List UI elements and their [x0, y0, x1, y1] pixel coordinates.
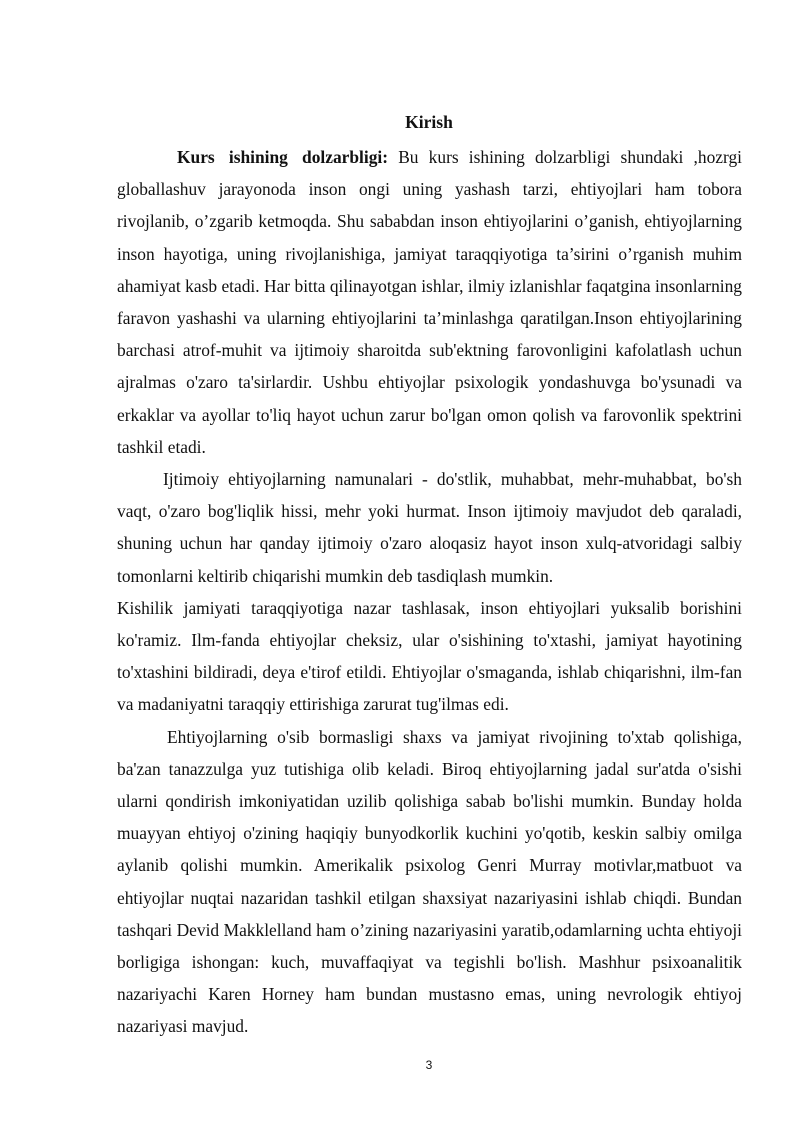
paragraph-lead: Kurs ishining dolzarbligi:	[177, 147, 389, 167]
page-number: 3	[425, 1058, 433, 1072]
paragraph-relevance	[117, 141, 742, 463]
paragraph-social-needs: Ijtimoiy ehtiyojlarning namunalari - do'stlik, muhabbat, mehr-muhabbat, bo'sh vaqt, o'zaro bog'liqlik hissi, mehr yoki hurmat. Inson ijtimoiy mavjudot deb qaraladi, shuning uchun har qanday ijtimoiy o'zaro aloqasiz hayot inson xulq-atvoridagi salbiy tomonlarni keltirib chiqarishi mumkin deb tasdiqlash mumkin.	[117, 469, 742, 586]
paragraph-needs-growth: Ehtiyojlarning o'sib bormasligi shaxs va jamiyat rivojining to'xtab qolishiga, ba'zan tanazzulga yuz tutishiga olib keladi. Biroq ehtiyojlarning jadal sur'atda o'sishi ularni qondirish imkoniyatidan uzilib qolishiga sabab bo'lishi mumkin. Bunday holda muayyan ehtiyoj o'zining haqiqiy bunyodkorlik kuchini yo'qotib, keskin salbiy omilga aylanib qolishi mumkin. Amerikalik psixolog Genri Murray motivlar,matbuot va ehtiyojlar nuqtai nazaridan tashkil etilgan shaxsiyat nazariyasini ishlab chiqdi. Bundan tashqari Devid Makklelland ham o’zining nazariyasini yaratib,odamlarning uchta ehtiyoji borligiga ishongan: kuch, muvaffaqiyat va tegishli bo'lish. Mashhur psixoanalitik nazariyachi Karen Horney ham bundan mustasno emas, uning nevrologik ehtiyoj nazariyasi mavjud.	[117, 726, 742, 1037]
body-text	[117, 141, 742, 1043]
paragraph-text: Bu kurs ishining dolzarbligi shundaki ,hozrgi globallashuv jarayonoda inson ongi uning yashash tarzi, ehtiyojlari ham tobora rivojlanib, o’zgarib ketmoqda. Shu sababdan inson ehtiyojlarini o’ganish, ehtiyojlarning inson hayotiga, uning rivojlanishiga, jamiyat taraqqiyotiga ta’sirini o’rganish muhim ahamiyat kasb etadi. Har bitta qilinayotgan ishlar, ilmiy izlanishlar faqatgina insonlarning faravon yashashi va ularning ehtiyojlarini ta’minlashga qaratilgan.Inson ehtiyojlarining barchasi atrof-muhit va ijtimoiy sharoitda sub'ektning farovonligini kafolatlash uchun ajralmas o'zaro ta'sirlardir. Ushbu ehtiyojlar psixologik yondashuvga bo'ysunadi va erkaklar va ayollar to'liq hayot uchun zarur bo'lgan omon qolish va farovonlik spektrini tashkil etadi.	[117, 147, 742, 457]
section-title: Kirish	[405, 112, 453, 132]
paragraph-society-progress: Kishilik jamiyati taraqqiyotiga nazar tashlasak, inson ehtiyojlari yuksalib borishini ko'ramiz. Ilm-fanda ehtiyojlar cheksiz, ular o'sishining to'xtashi, jamiyat hayotining to'xtashini bildiradi, deya e'tirof etildi. Ehtiyojlar o'smaganda, ishlab chiqarishni, ilm-fan va madaniyatni taraqqiy ettirishiga zarurat tug'ilmas edi.	[117, 597, 742, 715]
